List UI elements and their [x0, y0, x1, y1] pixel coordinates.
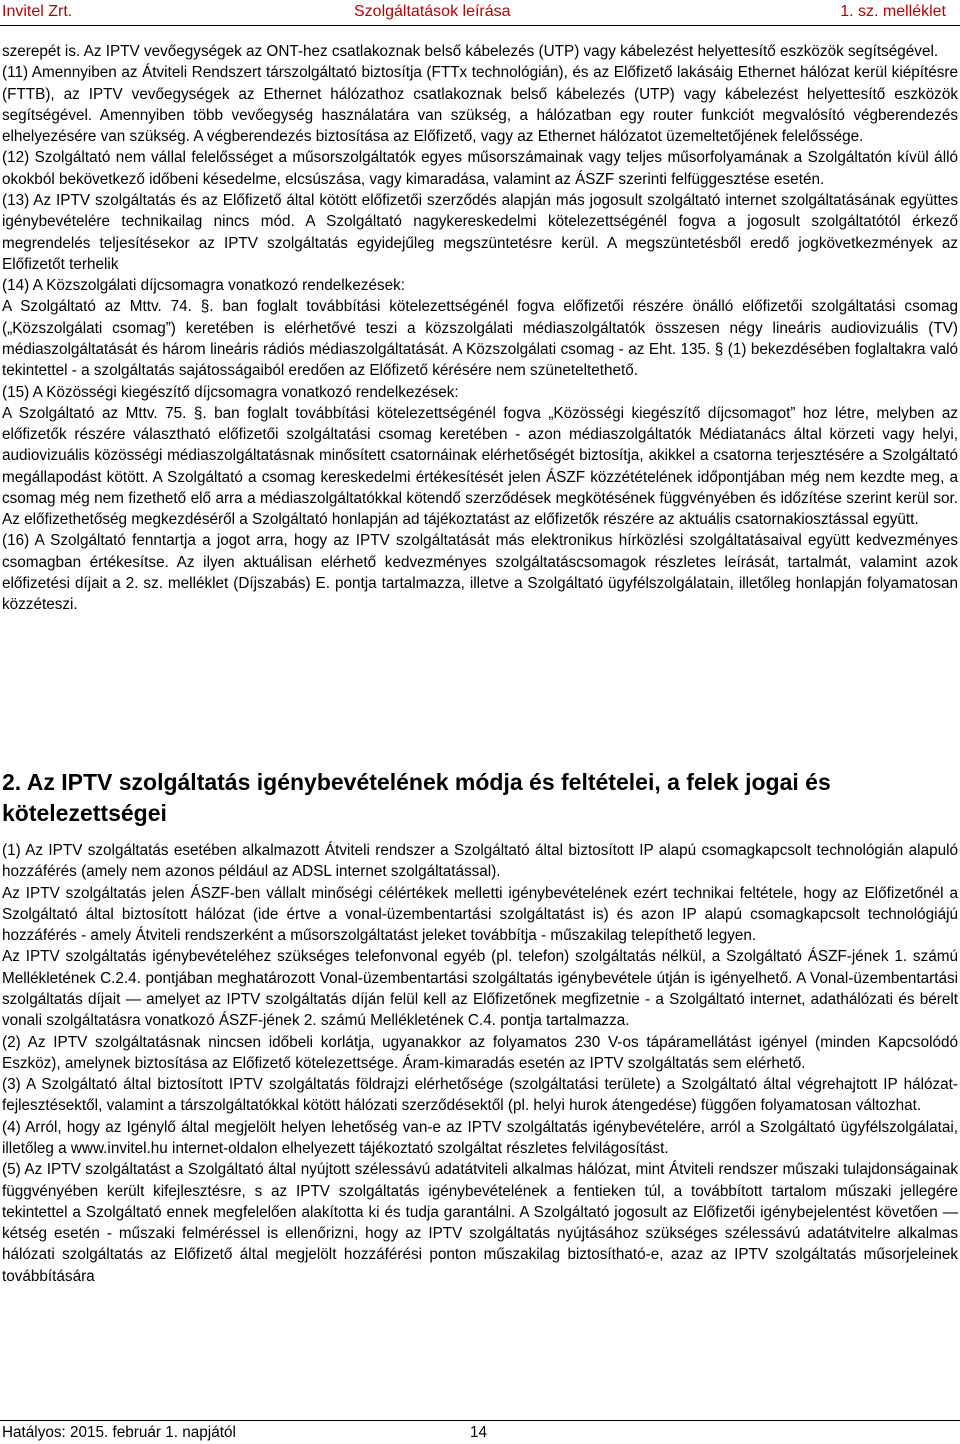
footer-page-number: 14 — [470, 1424, 488, 1441]
paragraph: (11) Amennyiben az Átviteli Rendszert társzolgáltató biztosítja (FTTx technológián), és az Előfizető lakásáig Ethernet hálózat kerül kiépítésre (FTTB), az IPTV vevőegységek az Ethernet hálózathoz csatlakoznak belső kábelezés (UTP) vagy kábelezést helyettesítő eszközök segítségével. Amennyiben több vevőegység használatára van szükség, a hálózatban egy router funkciót megvalósító végberendezés elhelyezésére van szükség. A végberendezés biztosítása az Előfizető, vagy az Ethernet hálózatot üzemeltetőjének felelőssége. — [2, 64, 958, 146]
paragraph: (3) A Szolgáltató által biztosított IPTV szolgáltatás földrajzi elérhetősége (szolgáltatási területe) a Szolgáltató által végrehajtott IP hálózat-fejlesztésektől, valamint a társzolgáltatókkal kötött hálózati szerződésektől (pl. helyi hurok átengedése) függően folyamatosan változhat. — [2, 1076, 958, 1115]
paragraph: (16) A Szolgáltató fenntartja a jogot arra, hogy az IPTV szolgáltatását más elektronikus hírközlési szolgáltatásaival együtt kedvezményes csomagban értékesítse. Az ilyen aktuálisan elérhető kedvezményes szolgáltatáscsomagok részletes leírását, tartalmát, valamint azok előfizetési díjait a 2. sz. melléklet (Díjszabás) E. pontja tartalmazza, illetve a Szolgáltató ügyfélszolgálatain, illetőleg honlapján folyamatosan közzéteszi. — [2, 532, 958, 614]
page-header — [0, 0, 960, 26]
footer-effective-date: Hatályos: 2015. február 1. napjától — [2, 1424, 236, 1441]
page-footer — [0, 1420, 960, 1444]
paragraph: (15) A Közösségi kiegészítő díjcsomagra vonatkozó rendelkezések: — [2, 383, 459, 401]
header-company: Invitel Zrt. — [2, 3, 73, 20]
paragraph: (14) A Közszolgálati díjcsomagra vonatkozó rendelkezések: — [2, 277, 406, 295]
section-2-body — [2, 840, 958, 1287]
paragraph: szerepét is. Az IPTV vevőegységek az ONT-hez csatlakoznak belső kábelezés (UTP) vagy kábelezést helyettesítő eszközök segítségével. — [2, 43, 939, 60]
paragraph: (12) Szolgáltató nem vállal felelősséget a műsorszolgáltatók egyes műsorszámainak vagy teljes műsorfolyamának a Szolgáltatón kívül álló okokból bekövetkező időbeni késedelme, elcsúszása, vagy kimaradása, valamint az ÁSZF szerinti felfüggesztése esetén. — [2, 149, 958, 188]
header-annex-label: 1. sz. melléklet — [840, 3, 946, 20]
paragraph: Az IPTV szolgáltatás jelen ÁSZF-ben vállalt minőségi célértékek melletti igénybevételének ezért technikai feltétele, hogy az Előfizetőnél a Szolgáltató által biztosított hálózat (ide értve a vonal-üzembentartási szolgáltatást is) és azon IP alapú csomagkapcsolt technológiájú hozzáférés - amely Átviteli rendszerként a műsorszolgáltatást jeleket továbbítja - műszakilag telepíthető legyen. — [2, 884, 958, 945]
paragraph: Az IPTV szolgáltatás igénybevételéhez szükséges telefonvonal egyéb (pl. telefon) szolgáltatás nélkül, a Szolgáltató ÁSZF-jének 1. számú Mellékletének C.2.4. pontjában meghatározott Vonal-üzembentartási szolgáltatás igénybevétele útján is igényelhető. A Vonal-üzembentartási szolgáltatás díjait — amelyet az IPTV szolgáltatás díján felül kell az Előfizetőnek megfizetnie - a Szolgáltató internet, adathálózati és bérelt vonali szolgáltatásra vonatkozó ÁSZF-jének 2. számú Mellékletének C.4. pontja tartalmazza. — [2, 948, 958, 1030]
paragraph: (4) Arról, hogy az Igénylő által megjelölt helyen lehetőség van-e az IPTV szolgáltatás igénybevételére, arról a Szolgáltató ügyfélszolgálatai, illetőleg a www.invitel.hu internet-oldalon elhelyezett tájékoztató szolgáltat részletes felvilágosítást. — [2, 1118, 958, 1157]
paragraph: A Szolgáltató az Mttv. 75. §. ban foglalt továbbítási kötelezettségénél fogva „Közösségi kiegészítő díjcsomagot” hoz létre, melyben az előfizetők részére választható előfizetői szolgáltatási csomag keretében - azon médiaszolgáltatók Médiatanács által körzeti vagy helyi, audiovizuális közösségi médiaszolgáltatásnak minősített csatornáinak elérhetőségét biztosítja, akikkel a csatorna terjesztésére a Szolgáltató megállapodást kötött. A Szolgáltató a csomag kereskedelmi értékesítését jelen ÁSZF közzétételének időpontjában még nem kezdte meg, a csomag még nem fizethető elő arra a médiaszolgáltatókkal kötendő szerződések megkötésének függvényében és időzítése szerint kerül sor. Az előfizethetőség megkezdéséről a Szolgáltató honlapján ad tájékoztatást az előfizetők részére az aktuális csatornakiosztással együtt. — [2, 404, 958, 529]
paragraph: (5) Az IPTV szolgáltatást a Szolgáltató által nyújtott szélessávú adatátviteli alkalmas hálózat, mint Átviteli rendszer műszaki tulajdonságainak függvényében került kifejlesztésre, s az IPTV szolgáltatás igénybevételének a fentieken túl, a továbbított tartalom műszaki jellegére tekintettel a Szolgáltató ennek megfelelően alakította ki és tudja garantálni. A Szolgáltató jogosult az Előfizetői igénybejelentést követően — kétség esetén - műszaki felméréssel is ellenőrizni, hogy az IPTV szolgáltatás nyújtásához szükséges szélessávú adatátvitelre alkalmas hálózati szolgáltatás az Előfizető által megjelölt hozzáférési ponton műszakilag biztosítható-e, azaz az IPTV szolgáltatás műsorjeleinek továbbítására — [2, 1161, 958, 1285]
paragraph: (1) Az IPTV szolgáltatás esetében alkalmazott Átviteli rendszer a Szolgáltató által biztosított IP alapú csomagkapcsolt technológián alapuló hozzáférés (amely nem azonos például az ADSL internet szolgáltatással). — [2, 842, 958, 881]
header-document-title: Szolgáltatások leírása — [354, 3, 511, 20]
section-1-body — [2, 41, 958, 616]
section-2-heading: 2. Az IPTV szolgáltatás igénybevételének módja és feltételei, a felek jogai és kötelezettségei — [2, 769, 831, 826]
paragraph: A Szolgáltató az Mttv. 74. §. ban foglalt továbbítási kötelezettségénél fogva előfizetői részére önálló előfizetői szolgáltatási csomag („Közszolgálati csomag”) keretében is elérhetővé teszi a közszolgálati médiaszolgáltatók összesen négy lineáris audiovizuális (TV) médiaszolgáltatását és három lineáris rádiós médiaszolgáltatását. A Közszolgálati csomag - az Eht. 135. § (1) bekezdésében foglaltakra való tekintettel - a szolgáltatás sajátosságaiból eredően az Előfizető kérésére nem szüneteltethető. — [2, 298, 958, 380]
paragraph: (2) Az IPTV szolgáltatásnak nincsen időbeli korlátja, ugyanakkor az folyamatos 230 V-os tápáramellátást igényel (minden Kapcsolódó Eszköz), amelynek biztosítása az Előfizető kötelezettsége. Áram-kimaradás esetén az IPTV szolgáltatás sem elérhető. — [2, 1033, 958, 1072]
paragraph: (13) Az IPTV szolgáltatás és az Előfizető által kötött előfizetői szerződés alapján más jogosult szolgáltató internet szolgáltatásának együttes igénybevételére technikailag nincs mód. A Szolgáltató nagykereskedelmi kötelezettségénél fogva a jogosult szolgáltatótól érkező megrendelés teljesítésekor az IPTV szolgáltatás egyidejűleg megszüntetésre kerül. A megszüntetésből eredő jogkövetkezmények az Előfizetőt terhelik — [2, 191, 958, 273]
